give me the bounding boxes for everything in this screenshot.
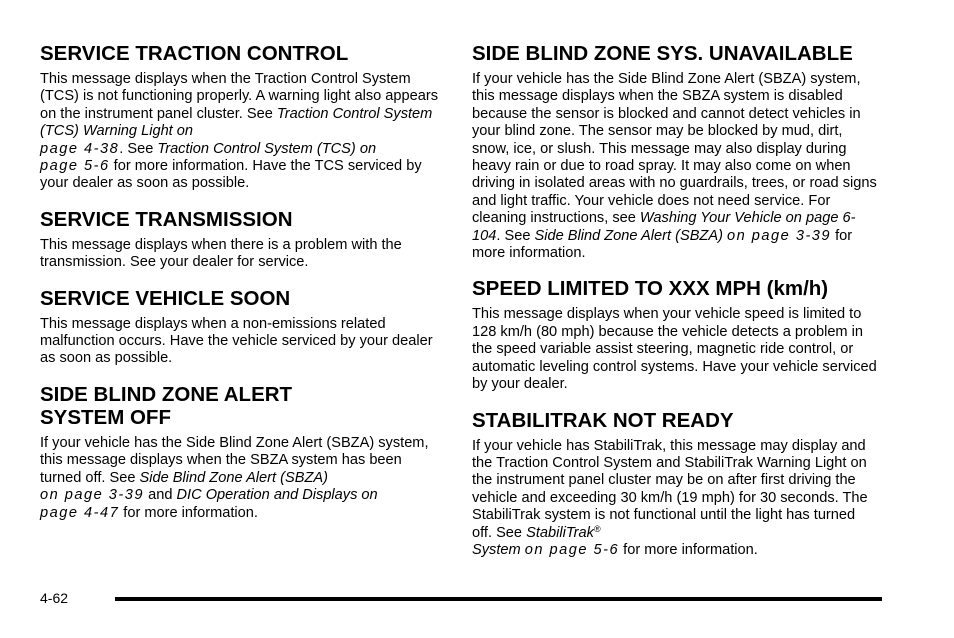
registered-mark: ® [593, 523, 601, 534]
text: This message displays when the Traction Control System (TCS) is not functioning properly. A warning light also appears on the instrument panel cluster. See [40, 71, 439, 122]
xref-stabilitrak-page[interactable]: on page 5-6 [524, 541, 620, 558]
xref-tcs-warning-light[interactable]: Traction Control System (TCS) Warning Light on [40, 105, 433, 140]
heading-line: SYSTEM OFF [40, 405, 171, 429]
left-column [40, 42, 445, 537]
paragraph-speed-limited: This message displays when your vehicle speed is limited to 128 km/h (80 mph) because the vehicle detects a problem in the speed variable assist steering, magnetic ride control, or automatic leveling control systems. Have your vehicle serviced by your dealer. [472, 306, 877, 393]
footer-rule [115, 597, 882, 601]
text: and [144, 487, 177, 504]
xref-tcs-warning-light-page[interactable]: page 4-38 [40, 140, 120, 157]
heading-service-vehicle-soon: SERVICE VEHICLE SOON [40, 286, 291, 310]
text: If your vehicle has the Side Blind Zone Alert (SBZA) system, this message displays when the SBZA system is disabled because the sensor is blocked and cannot detect vehicles in your blind zone. The sensor may be blocked by mud, dirt, snow, ice, or slush. This message may also display during heavy rain or due to road spray. It may also come on when driving in isolated areas with no guardrails, trees, or road signs and light traffic. Your vehicle does not need service. For cleaning instructions, see [472, 71, 877, 227]
xref-stabilitrak[interactable]: StabiliTrak [526, 524, 594, 541]
paragraph-sbza-system-off [40, 435, 445, 522]
heading-service-transmission: SERVICE TRANSMISSION [40, 207, 293, 231]
text: If your vehicle has StabiliTrak, this message may display and the Traction Control System and StabiliTrak Warning Light on the instrument panel cluster may be on after first driving the vehicle and exceeding 30 km/h (19 mph) for 30 seconds. The StabiliTrak system is not functional until the light has turned off. See [472, 437, 868, 541]
heading-service-traction-control: SERVICE TRACTION CONTROL [40, 42, 349, 65]
xref-dic-operation[interactable]: DIC Operation and Displays on [176, 487, 378, 504]
paragraph-sbza-unavailable [472, 71, 877, 262]
text: If your vehicle has the Side Blind Zone Alert (SBZA) system, this message displays when the SBZA system has been turned off. See [40, 434, 429, 486]
heading-sbza-system-off [40, 383, 445, 429]
text: . See [119, 140, 158, 157]
heading-line: SIDE BLIND ZONE ALERT [40, 382, 293, 406]
xref-sbza-page[interactable]: on page 3-39 [40, 487, 145, 504]
page-number: 4-62 [40, 590, 69, 606]
text: . See [496, 227, 535, 244]
text: for more information. Have the TCS serviced by your dealer as soon as possible. [40, 158, 422, 192]
text: for more information. [472, 227, 853, 262]
xref-sbza[interactable]: Side Blind Zone Alert (SBZA) [139, 469, 328, 486]
text: for more information. [119, 504, 258, 521]
paragraph-service-vehicle-soon: This message displays when a non-emissions related malfunction occurs. Have the vehicle serviced by your dealer as soon as possible. [40, 315, 433, 367]
paragraph-stabilitrak-not-ready [472, 438, 877, 560]
heading-sbza-unavailable: SIDE BLIND ZONE SYS. UNAVAILABLE [472, 42, 853, 65]
text: for more information. [619, 541, 758, 558]
heading-speed-limited: SPEED LIMITED TO XXX MPH (km/h) [472, 277, 829, 301]
xref-dic-operation-page[interactable]: page 4-47 [40, 504, 120, 521]
xref-stabilitrak-system[interactable]: System [472, 541, 521, 558]
right-column [472, 42, 877, 574]
paragraph-service-transmission: This message displays when there is a problem with the transmission. See your dealer for service. [40, 236, 402, 271]
heading-stabilitrak-not-ready: STABILITRAK NOT READY [472, 408, 734, 432]
xref-sbza[interactable]: Side Blind Zone Alert (SBZA) [534, 227, 723, 244]
xref-washing-vehicle[interactable]: Washing Your Vehicle on page 6-104 [472, 210, 856, 244]
xref-sbza-page[interactable]: on page 3-39 [727, 227, 832, 244]
xref-tcs[interactable]: Traction Control System (TCS) on [157, 140, 377, 157]
xref-tcs-page[interactable]: page 5-6 [40, 158, 110, 175]
paragraph-service-traction-control [40, 71, 445, 193]
